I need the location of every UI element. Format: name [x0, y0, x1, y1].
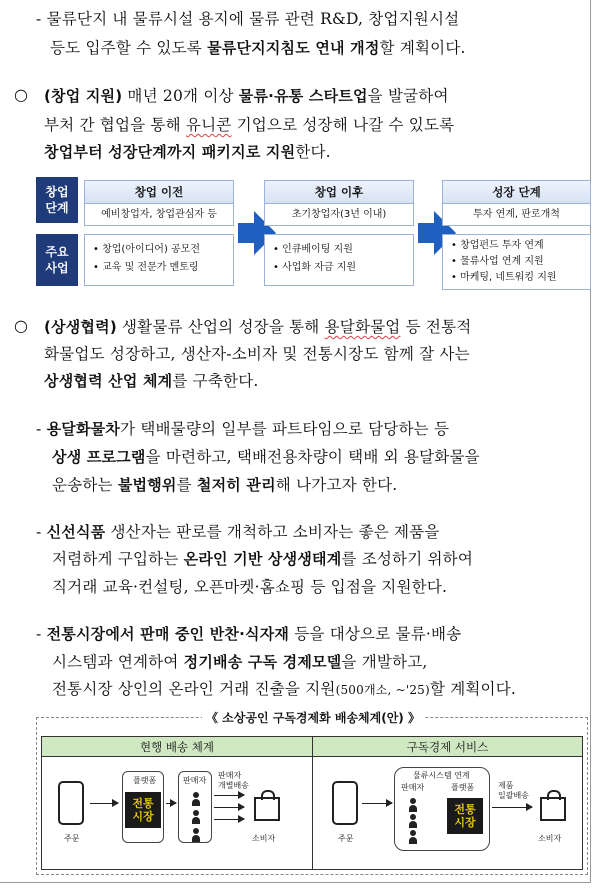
bullet-circle: ○ — [14, 85, 28, 104]
logistics-system-label: 물류시스템 연계 — [413, 771, 470, 780]
row-label-stage: 창업 단계 — [36, 177, 78, 223]
delivery-comparison-table — [41, 736, 583, 870]
stage-item: • 창업(아이디어) 공모전 — [93, 244, 200, 255]
stage-item: • 인큐베이팅 지원 — [273, 244, 353, 255]
delivery-system-diagram — [36, 711, 588, 875]
startup-line-3: 창업부터 성장단계까지 패키지로 지원한다. — [44, 143, 331, 161]
traditional-market-logo: 전통 시장 — [125, 792, 161, 828]
market-line-1: - 전통시장에서 판매 중인 반찬·식자재 등을 대상으로 물류·배송 — [36, 625, 462, 643]
arrow-icon — [214, 795, 244, 796]
person-icon — [192, 828, 200, 842]
fresh-line-2: 저렴하게 구입하는 온라인 기반 상생생태계를 조성하기 위하여 — [52, 550, 474, 568]
logistics-system-box — [394, 767, 490, 851]
market-line-3: 전통시장 상인의 온라인 거래 진출을 지원(500개소, ~'25)할 계획이다. — [52, 680, 517, 698]
person-icon — [409, 830, 417, 844]
coexist-line-2: 화물업도 성장하고, 생산자-소비자 및 전통시장도 함께 잘 사는 — [44, 345, 470, 363]
consumer-label: 소비자 — [538, 834, 562, 843]
startup-line-1: (창업 지원) 매년 20개 이상 물류·유통 스타트업을 발굴하여 — [44, 87, 449, 105]
shopping-bag-icon — [254, 797, 280, 821]
stage-item: • 교육 및 전문가 멘토링 — [93, 262, 199, 273]
platform-box — [122, 771, 164, 843]
arrow-icon — [166, 803, 176, 804]
intro-line-2: 등도 입주할 수 있도록 물류단지지침도 연내 개정할 계획이다. — [50, 39, 466, 57]
stage-items-post — [264, 234, 414, 286]
diagram-title: 《 소상공인 구독경제화 배송체계(안) 》 — [37, 709, 589, 726]
stage-target: 예비창업자, 창업관심자 등 — [101, 209, 217, 220]
phone-icon — [332, 781, 358, 825]
coexist-line-3: 상생협력 산업 체계를 구축한다. — [44, 372, 259, 390]
intro-line-1: - 물류단지 내 물류시설 용지에 물류 관련 R&D, 창업지원시설 — [36, 10, 460, 28]
platform-label: 플랫폼 — [451, 783, 475, 792]
person-icon — [192, 810, 200, 824]
person-icon — [192, 792, 200, 806]
fresh-line-3: 직거래 교육·컨설팅, 오픈마켓·홈쇼핑 등 입점을 지원한다. — [52, 578, 448, 596]
stage-item: • 창업펀드 투자 연계 — [451, 240, 544, 251]
fresh-line-1: - 신선식품 생산자는 판로를 개척하고 소비자는 좋은 제품을 — [36, 523, 440, 541]
arrow-icon — [214, 807, 244, 808]
order-label: 주문 — [338, 834, 354, 843]
column-divider — [312, 737, 313, 869]
col-header-current: 현행 배송 체계 — [42, 737, 312, 757]
shopping-bag-icon — [540, 797, 566, 821]
stage-title: 창업 이전 — [85, 181, 233, 204]
stage-items-pre — [84, 234, 234, 286]
seller-label: 판매자 — [183, 776, 207, 785]
traditional-market-logo: 전통 시장 — [447, 798, 483, 834]
platform-label: 플랫폼 — [133, 776, 157, 785]
arrow-icon — [492, 807, 532, 808]
seller-delivery-label: 판매자 개별배송 — [218, 771, 249, 790]
person-icon — [409, 798, 417, 812]
truck-line-3: 운송하는 불법행위를 철저히 관리해 나가고자 한다. — [52, 476, 398, 494]
stage-box-pre — [84, 180, 234, 226]
order-label: 주문 — [64, 834, 80, 843]
startup-line-2: 부처 간 협업을 통해 유니콘 기업으로 성장해 나갈 수 있도록 — [44, 116, 455, 134]
stage-title: 창업 이후 — [265, 181, 413, 204]
startup-stage-diagram — [36, 177, 591, 290]
stage-item: • 마케팅, 네트워킹 지원 — [451, 272, 557, 283]
market-line-2: 시스템과 연계하여 정기배송 구독 경제모델을 개발하고, — [52, 653, 428, 671]
stage-box-growth — [442, 180, 591, 226]
arrow-icon — [362, 803, 392, 804]
stage-title: 성장 단계 — [443, 181, 590, 204]
consumer-label: 소비자 — [252, 834, 276, 843]
bullet-circle: ○ — [14, 316, 28, 335]
bulk-delivery-label: 제품 일괄배송 — [498, 781, 529, 800]
seller-label: 판매자 — [401, 783, 425, 792]
coexist-line-1: (상생협력) 생활물류 산업의 성장을 통해 용달화물업 등 전통적 — [44, 318, 472, 336]
stage-item: • 사업화 자금 지원 — [273, 262, 357, 273]
stage-items-growth — [442, 234, 591, 290]
row-label-program: 주요 사업 — [36, 234, 78, 286]
arrow-icon — [214, 819, 244, 820]
stage-target: 투자 연계, 판로개척 — [473, 209, 560, 220]
truck-line-1: - 용달화물차가 택배물량의 일부를 파트타임으로 담당하는 등 — [36, 420, 450, 438]
arrow-icon — [90, 803, 118, 804]
phone-icon — [58, 781, 84, 825]
stage-target: 초기창업자(3년 이내) — [291, 209, 387, 220]
seller-box — [178, 771, 212, 843]
col-header-subscription: 구독경제 서비스 — [313, 737, 582, 757]
person-icon — [409, 814, 417, 828]
stage-box-post — [264, 180, 414, 226]
stage-item: • 물류사업 연계 지원 — [451, 256, 544, 267]
truck-line-2: 상생 프로그램을 마련하고, 택배전용차량이 택배 외 용달화물을 — [52, 448, 480, 466]
